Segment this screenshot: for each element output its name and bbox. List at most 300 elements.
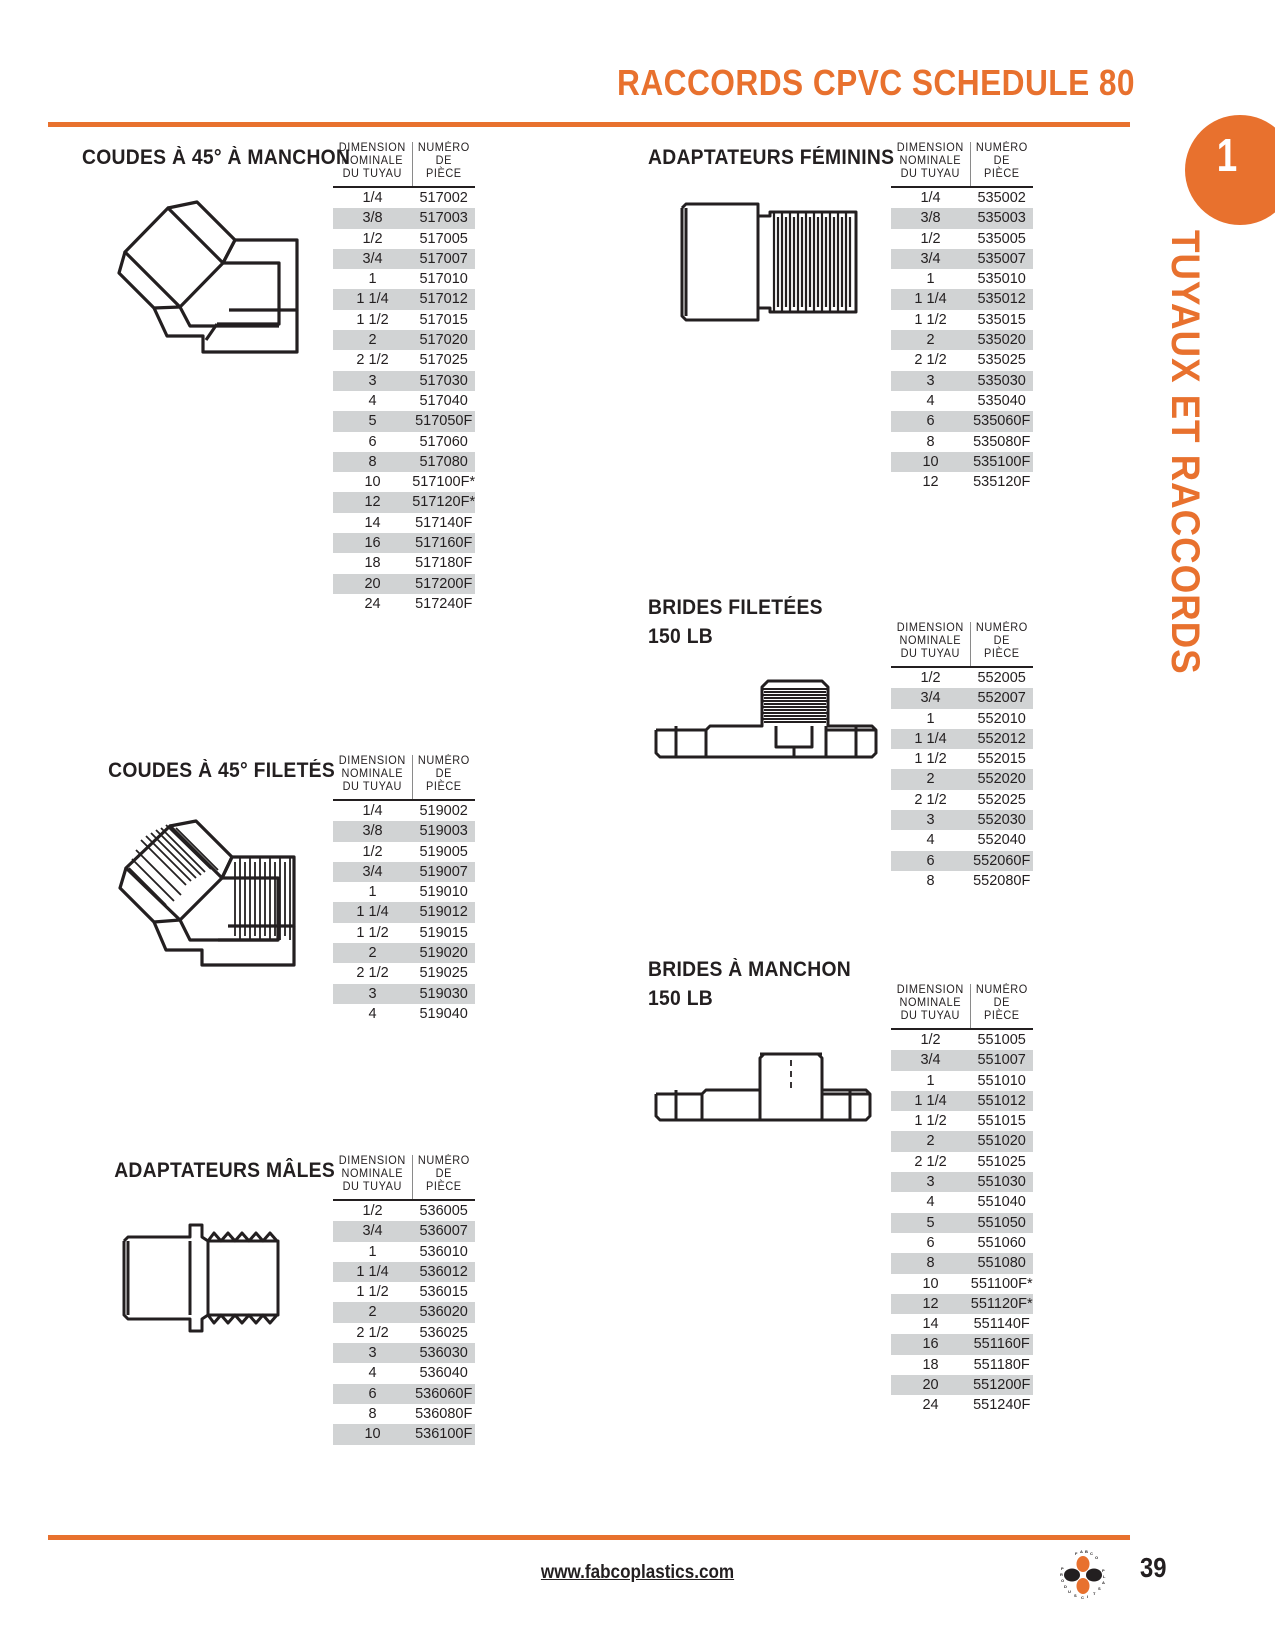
table-row xyxy=(333,1221,475,1241)
cell-part-number: 551007 xyxy=(970,1050,1033,1070)
column-header-size: DIMENSION NOMINALE DU TUYAU xyxy=(335,755,410,800)
cell-nominal-size: 8 xyxy=(891,1253,970,1273)
footer-rule xyxy=(48,1535,1130,1540)
cell-nominal-size: 3/8 xyxy=(333,821,412,841)
cell-part-number: 536007 xyxy=(412,1221,475,1241)
table-header-row xyxy=(891,622,1033,667)
cell-part-number: 517140F xyxy=(415,514,473,531)
cell-part-number: 536100F xyxy=(412,1424,475,1444)
table-row xyxy=(891,729,1033,749)
section-title: ADAPTATEURS MÂLES xyxy=(114,1159,335,1182)
cell-part-number: 536060F xyxy=(412,1384,475,1404)
cell-part-number: 519015 xyxy=(419,924,468,941)
table-row xyxy=(891,472,1033,492)
table-row xyxy=(333,472,475,492)
cell-nominal-size: 1/4 xyxy=(920,190,941,206)
section-subtitle: 150 LB xyxy=(648,987,714,1010)
table-row xyxy=(891,1050,1033,1070)
column-header-size: DIMENSION NOMINALE DU TUYAU xyxy=(335,142,410,187)
table-row xyxy=(333,187,475,208)
elbow-threaded-45-icon xyxy=(108,818,313,973)
cell-part-number: 535120F xyxy=(973,474,1031,491)
table-row xyxy=(333,574,475,594)
cell-part-number: 517002 xyxy=(419,190,468,206)
table-row xyxy=(891,871,1033,891)
table-row xyxy=(333,1384,475,1404)
cell-nominal-size: 1 1/2 xyxy=(356,311,389,328)
cell-part-number: 535080F xyxy=(973,433,1031,450)
table-row xyxy=(333,882,475,902)
cell-part-number: 551140F xyxy=(973,1316,1030,1333)
parts-table xyxy=(891,142,1033,492)
table-row xyxy=(333,862,475,882)
cell-part-number: 536030 xyxy=(412,1343,475,1363)
table-row xyxy=(333,821,475,841)
cell-part-number: 552012 xyxy=(970,729,1033,749)
table-row xyxy=(891,1233,1033,1253)
cell-nominal-size: 1 xyxy=(926,710,935,727)
table-body xyxy=(333,800,475,1024)
table-row xyxy=(891,790,1033,810)
cell-nominal-size: 8 xyxy=(333,452,412,472)
section-title: BRIDES FILETÉES xyxy=(648,596,823,619)
cell-nominal-size: 6 xyxy=(368,433,377,450)
cell-part-number: 535012 xyxy=(970,289,1033,309)
column-header-size: DIMENSION NOMINALE DU TUYAU xyxy=(893,142,968,187)
svg-text:F: F xyxy=(1075,1551,1078,1556)
cell-nominal-size: 24 xyxy=(922,1397,939,1414)
cell-nominal-size: 1/2 xyxy=(362,843,383,860)
cell-nominal-size: 1 1/4 xyxy=(333,1262,412,1282)
table-row xyxy=(891,1091,1033,1111)
table-row xyxy=(891,667,1033,688)
table-row xyxy=(891,391,1033,411)
table-row xyxy=(891,452,1033,472)
table-row xyxy=(891,1071,1033,1091)
table-row xyxy=(891,1355,1033,1375)
page-number: 39 xyxy=(1140,1552,1167,1583)
cell-part-number: 536005 xyxy=(419,1203,468,1219)
svg-text:B: B xyxy=(1085,1549,1088,1554)
cell-part-number: 517040 xyxy=(419,392,468,409)
cell-nominal-size: 8 xyxy=(926,433,935,450)
cell-nominal-size: 12 xyxy=(333,492,412,512)
table-row xyxy=(333,229,475,249)
cell-nominal-size: 1/4 xyxy=(362,803,383,819)
cell-nominal-size: 1/2 xyxy=(362,230,383,247)
table-row xyxy=(333,391,475,411)
cell-part-number: 536012 xyxy=(412,1262,475,1282)
cell-nominal-size: 14 xyxy=(922,1316,939,1333)
cell-nominal-size: 1 1/4 xyxy=(333,902,412,922)
table-row xyxy=(333,411,475,431)
table-row xyxy=(891,1172,1033,1192)
cell-part-number: 517050F xyxy=(412,411,475,431)
cell-part-number: 536015 xyxy=(419,1284,468,1301)
table-header-row xyxy=(891,984,1033,1029)
socket-flange-icon xyxy=(650,1048,875,1128)
table-row xyxy=(891,1294,1033,1314)
svg-text:R: R xyxy=(1060,1572,1063,1577)
cell-part-number: 517012 xyxy=(412,289,475,309)
cell-part-number: 552005 xyxy=(977,670,1026,686)
cell-nominal-size: 2 xyxy=(333,943,412,963)
table-row xyxy=(333,923,475,943)
cell-part-number: 551100F* xyxy=(970,1275,1033,1292)
table-head xyxy=(333,1155,475,1200)
cell-part-number: 535040 xyxy=(977,392,1026,409)
cell-nominal-size: 20 xyxy=(891,1375,970,1395)
column-header-size: DIMENSION NOMINALE DU TUYAU xyxy=(893,984,968,1029)
cell-nominal-size: 1 1/4 xyxy=(891,289,970,309)
cell-nominal-size: 1 xyxy=(926,1072,935,1089)
table-row xyxy=(891,1152,1033,1172)
cell-nominal-size: 2 1/2 xyxy=(914,352,947,369)
table-row xyxy=(891,1314,1033,1334)
cell-part-number: 536040 xyxy=(419,1365,468,1382)
table-row xyxy=(333,842,475,862)
table-header-row xyxy=(891,142,1033,187)
cell-nominal-size: 1/2 xyxy=(362,1203,383,1219)
cell-nominal-size: 4 xyxy=(926,1194,935,1211)
svg-text:S: S xyxy=(1074,1593,1077,1598)
table-row xyxy=(891,1131,1033,1151)
section-title: COUDES À 45° À MANCHON xyxy=(82,146,351,169)
table-row xyxy=(333,1302,475,1322)
cell-nominal-size: 18 xyxy=(364,555,381,572)
cell-part-number: 535020 xyxy=(970,330,1033,350)
cell-nominal-size: 1 xyxy=(368,1243,377,1260)
cell-part-number: 519007 xyxy=(412,862,475,882)
cell-part-number: 535025 xyxy=(977,352,1026,369)
cell-part-number: 551005 xyxy=(977,1032,1026,1048)
cell-part-number: 517025 xyxy=(419,352,468,369)
table-row xyxy=(891,1213,1033,1233)
cell-nominal-size: 10 xyxy=(364,474,381,491)
cell-nominal-size: 3/8 xyxy=(333,208,412,228)
cell-part-number: 517007 xyxy=(412,249,475,269)
table-row xyxy=(891,1253,1033,1273)
table-row xyxy=(891,1375,1033,1395)
svg-text:S: S xyxy=(1098,1586,1101,1591)
cell-nominal-size: 1/4 xyxy=(362,190,383,206)
cell-part-number: 535002 xyxy=(977,190,1026,206)
cell-part-number: 552015 xyxy=(977,751,1026,768)
cell-nominal-size: 3/4 xyxy=(333,862,412,882)
cell-part-number: 519020 xyxy=(412,943,475,963)
cell-part-number: 551060 xyxy=(977,1234,1026,1251)
section-subtitle: 150 LB xyxy=(648,625,714,648)
female-adapter-icon xyxy=(678,198,868,328)
table-row xyxy=(891,709,1033,729)
cell-part-number: 552080F xyxy=(973,872,1031,889)
cell-part-number: 551080 xyxy=(970,1253,1033,1273)
cell-nominal-size: 2 xyxy=(891,1131,970,1151)
table-row xyxy=(333,330,475,350)
table-row xyxy=(891,1395,1033,1415)
table-row xyxy=(333,1343,475,1363)
table-head xyxy=(891,142,1033,187)
table-row xyxy=(891,1274,1033,1294)
cell-part-number: 517030 xyxy=(412,371,475,391)
cell-nominal-size: 3 xyxy=(333,371,412,391)
table-head xyxy=(333,755,475,800)
cell-part-number: 519012 xyxy=(412,902,475,922)
table-row xyxy=(891,830,1033,850)
cell-nominal-size: 2 1/2 xyxy=(356,352,389,369)
table-row xyxy=(891,1111,1033,1131)
svg-text:A: A xyxy=(1102,1580,1105,1585)
table-head xyxy=(891,984,1033,1029)
table-row xyxy=(333,984,475,1004)
table-row xyxy=(333,310,475,330)
table-row xyxy=(333,1424,475,1444)
cell-part-number: 536010 xyxy=(419,1243,468,1260)
cell-part-number: 517200F xyxy=(412,574,475,594)
svg-text:O: O xyxy=(1095,1555,1099,1560)
table-row xyxy=(333,1282,475,1302)
table-row xyxy=(333,1200,475,1221)
cell-part-number: 517005 xyxy=(419,230,468,247)
cell-part-number: 517010 xyxy=(419,271,468,288)
cell-part-number: 551025 xyxy=(977,1153,1026,1170)
section-tab-number: 1 xyxy=(1216,129,1238,181)
cell-part-number: 535007 xyxy=(970,249,1033,269)
table-body xyxy=(333,1200,475,1445)
table-head xyxy=(891,622,1033,667)
parts-table xyxy=(891,622,1033,891)
table-row xyxy=(333,452,475,472)
column-header-part: NUMÉRO DE PIÈCE xyxy=(417,755,470,793)
cell-nominal-size: 6 xyxy=(926,1234,935,1251)
cell-part-number: 519005 xyxy=(419,843,468,860)
cell-nominal-size: 5 xyxy=(891,1213,970,1233)
cell-part-number: 551160F xyxy=(970,1334,1033,1354)
cell-part-number: 551020 xyxy=(970,1131,1033,1151)
cell-part-number: 517015 xyxy=(419,311,468,328)
cell-nominal-size: 3 xyxy=(333,1343,412,1363)
cell-part-number: 551040 xyxy=(977,1194,1026,1211)
table-row xyxy=(333,269,475,289)
cell-nominal-size: 2 xyxy=(891,769,970,789)
svg-text:C: C xyxy=(1090,1551,1093,1556)
cell-nominal-size: 2 1/2 xyxy=(356,1324,389,1341)
cell-nominal-size: 24 xyxy=(364,595,381,612)
cell-nominal-size: 10 xyxy=(333,1424,412,1444)
cell-nominal-size: 2 1/2 xyxy=(914,1153,947,1170)
column-header-size: DIMENSION NOMINALE DU TUYAU xyxy=(893,622,968,667)
cell-part-number: 517003 xyxy=(412,208,475,228)
cell-nominal-size: 2 xyxy=(891,330,970,350)
cell-nominal-size: 16 xyxy=(891,1334,970,1354)
cell-part-number: 517080 xyxy=(412,452,475,472)
table-body xyxy=(333,187,475,614)
table-row xyxy=(891,432,1033,452)
cell-part-number: 551015 xyxy=(977,1113,1026,1130)
svg-text:T: T xyxy=(1093,1591,1096,1596)
table-row xyxy=(333,1262,475,1282)
svg-text:C: C xyxy=(1081,1595,1084,1600)
cell-part-number: 552030 xyxy=(970,810,1033,830)
table-row xyxy=(891,269,1033,289)
table-header-row xyxy=(333,1155,475,1200)
cell-nominal-size: 2 xyxy=(333,330,412,350)
cell-nominal-size: 1 xyxy=(368,271,377,288)
cell-nominal-size: 20 xyxy=(333,574,412,594)
table-row xyxy=(333,1363,475,1383)
table-row xyxy=(891,330,1033,350)
table-row xyxy=(891,187,1033,208)
parts-table xyxy=(333,755,475,1024)
cell-nominal-size: 3/4 xyxy=(333,1221,412,1241)
fabco-plastic-products-logo xyxy=(1056,1548,1110,1602)
cell-part-number: 517120F* xyxy=(412,492,475,512)
table-row xyxy=(333,963,475,983)
cell-nominal-size: 10 xyxy=(891,452,970,472)
cell-part-number: 551180F xyxy=(973,1356,1030,1373)
table-row xyxy=(891,289,1033,309)
table-row xyxy=(891,1029,1033,1050)
cell-part-number: 551120F* xyxy=(970,1294,1033,1314)
cell-nominal-size: 3/8 xyxy=(891,208,970,228)
column-header-part: NUMÉRO DE PIÈCE xyxy=(975,622,1028,660)
cell-nominal-size: 3 xyxy=(891,810,970,830)
table-row xyxy=(891,371,1033,391)
cell-part-number: 551010 xyxy=(977,1072,1026,1089)
table-row xyxy=(891,411,1033,431)
cell-nominal-size: 3 xyxy=(891,371,970,391)
table-row xyxy=(333,371,475,391)
table-body xyxy=(891,187,1033,492)
cell-nominal-size: 1/2 xyxy=(920,670,941,686)
cell-part-number: 535003 xyxy=(970,208,1033,228)
cell-part-number: 552020 xyxy=(970,769,1033,789)
elbow-socket-45-icon xyxy=(105,200,315,365)
cell-part-number: 519040 xyxy=(419,1005,468,1022)
svg-text:P: P xyxy=(1102,1568,1105,1573)
header-rule xyxy=(48,122,1130,127)
table-row xyxy=(333,350,475,370)
table-head xyxy=(333,142,475,187)
table-header-row xyxy=(333,142,475,187)
svg-text:U: U xyxy=(1068,1589,1071,1594)
table-row xyxy=(333,943,475,963)
table-row xyxy=(333,594,475,614)
cell-nominal-size: 6 xyxy=(891,411,970,431)
column-header-part: NUMÉRO DE PIÈCE xyxy=(975,142,1028,180)
cell-nominal-size: 3 xyxy=(333,984,412,1004)
cell-nominal-size: 3/4 xyxy=(891,688,970,708)
parts-table xyxy=(333,1155,475,1445)
table-row xyxy=(333,1404,475,1424)
cell-part-number: 517060 xyxy=(419,433,468,450)
table-row xyxy=(891,249,1033,269)
cell-part-number: 536025 xyxy=(419,1324,468,1341)
cell-part-number: 535010 xyxy=(977,271,1026,288)
cell-part-number: 519030 xyxy=(412,984,475,1004)
cell-nominal-size: 10 xyxy=(922,1275,939,1292)
table-row xyxy=(891,208,1033,228)
svg-text:P: P xyxy=(1061,1566,1064,1571)
cell-nominal-size: 1 xyxy=(368,884,377,901)
cell-part-number: 535015 xyxy=(977,311,1026,328)
cell-nominal-size: 5 xyxy=(333,411,412,431)
threaded-flange-icon xyxy=(650,675,880,770)
table-row xyxy=(891,229,1033,249)
table-row xyxy=(333,533,475,553)
table-row xyxy=(891,810,1033,830)
cell-part-number: 517100F* xyxy=(412,474,476,491)
table-row xyxy=(333,432,475,452)
column-header-part: NUMÉRO DE PIÈCE xyxy=(417,142,470,180)
table-row xyxy=(891,350,1033,370)
cell-part-number: 552007 xyxy=(970,688,1033,708)
cell-part-number: 551240F xyxy=(973,1397,1031,1414)
footer-website-link[interactable]: www.fabcoplastics.com xyxy=(540,1562,735,1583)
table-row xyxy=(891,688,1033,708)
cell-part-number: 551012 xyxy=(970,1091,1033,1111)
cell-nominal-size: 12 xyxy=(922,474,939,491)
table-header-row xyxy=(333,755,475,800)
cell-part-number: 535005 xyxy=(977,230,1026,247)
cell-part-number: 535030 xyxy=(970,371,1033,391)
cell-part-number: 552010 xyxy=(977,710,1026,727)
cell-part-number: 551050 xyxy=(970,1213,1033,1233)
cell-nominal-size: 2 xyxy=(333,1302,412,1322)
table-row xyxy=(333,249,475,269)
cell-part-number: 519002 xyxy=(419,803,468,819)
cell-nominal-size: 8 xyxy=(368,1405,377,1422)
parts-table xyxy=(891,984,1033,1416)
cell-nominal-size: 1 1/2 xyxy=(914,751,947,768)
svg-text:I: I xyxy=(1087,1594,1089,1599)
svg-text:O: O xyxy=(1061,1578,1065,1583)
cell-nominal-size: 1 1/2 xyxy=(914,1113,947,1130)
table-row xyxy=(333,513,475,533)
cell-part-number: 517020 xyxy=(412,330,475,350)
table-row xyxy=(891,851,1033,871)
table-row xyxy=(891,769,1033,789)
cell-nominal-size: 1 xyxy=(926,271,935,288)
cell-part-number: 552040 xyxy=(977,832,1026,849)
cell-nominal-size: 4 xyxy=(926,832,935,849)
table-row xyxy=(333,208,475,228)
cell-nominal-size: 1 1/4 xyxy=(891,729,970,749)
cell-nominal-size: 6 xyxy=(333,1384,412,1404)
cell-nominal-size: 4 xyxy=(368,392,377,409)
cell-part-number: 519003 xyxy=(412,821,475,841)
cell-nominal-size: 8 xyxy=(926,872,935,889)
cell-nominal-size: 3/4 xyxy=(891,249,970,269)
table-row xyxy=(891,1334,1033,1354)
cell-part-number: 519010 xyxy=(419,884,468,901)
cell-nominal-size: 3/4 xyxy=(891,1050,970,1070)
section-tab-label: TUYAUX ET RACCORDS xyxy=(1163,230,1207,675)
column-header-part: NUMÉRO DE PIÈCE xyxy=(417,1155,470,1193)
section-title: BRIDES À MANCHON xyxy=(648,958,851,981)
cell-part-number: 536080F xyxy=(415,1405,473,1422)
table-row xyxy=(891,1192,1033,1212)
cell-nominal-size: 14 xyxy=(364,514,381,531)
cell-nominal-size: 3 xyxy=(891,1172,970,1192)
section-tab-label-wrap xyxy=(1163,230,1253,675)
cell-part-number: 552025 xyxy=(977,791,1026,808)
table-row xyxy=(333,1242,475,1262)
cell-nominal-size: 1 1/4 xyxy=(891,1091,970,1111)
cell-nominal-size: 1 1/2 xyxy=(356,924,389,941)
cell-nominal-size: 6 xyxy=(891,851,970,871)
cell-part-number: 535060F xyxy=(970,411,1033,431)
